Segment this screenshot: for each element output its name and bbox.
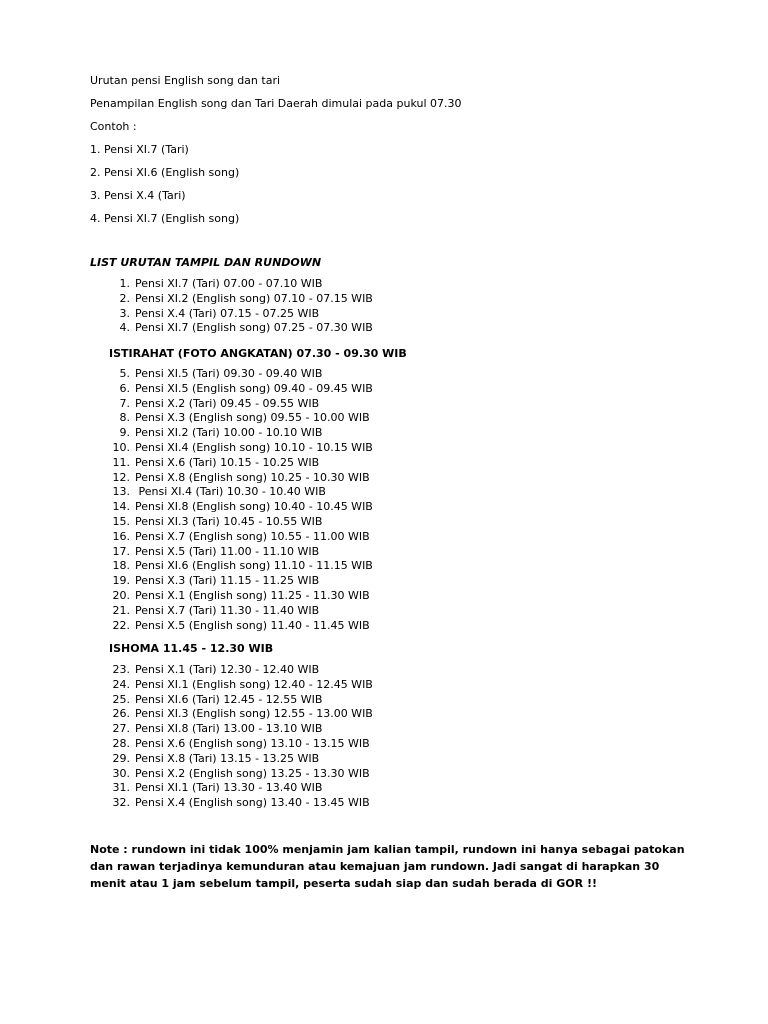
item-number: 3. (119, 306, 130, 320)
rundown-list-session-1 (108, 277, 373, 336)
rundown-item (108, 781, 373, 796)
item-number: 10. (112, 440, 130, 454)
item-number: 12. (112, 470, 130, 484)
item-text: Pensi XI.8 (English song) 10.40 - 10.45 WIB (135, 500, 373, 514)
item-text: Pensi X.8 (English song) 10.25 - 10.30 WIB (135, 470, 370, 484)
item-number: 25. (112, 692, 130, 706)
item-number: 26. (112, 707, 130, 721)
rundown-item (108, 292, 373, 307)
item-number: 9. (119, 426, 130, 440)
rundown-item (108, 530, 373, 545)
rundown-item (108, 367, 373, 382)
rundown-item (108, 767, 373, 782)
item-text: Pensi X.7 (Tari) 11.30 - 11.40 WIB (135, 603, 320, 617)
item-text: Pensi X.1 (Tari) 12.30 - 12.40 WIB (135, 663, 320, 676)
item-number: 7. (119, 396, 130, 410)
item-number: 14. (112, 500, 130, 514)
item-number: 5. (119, 367, 130, 380)
item-text: Pensi XI.2 (English song) 07.10 - 07.15 WIB (135, 291, 373, 305)
item-text: Pensi X.5 (English song) 11.40 - 11.45 WIB (135, 618, 370, 632)
rundown-item (108, 737, 373, 752)
note-paragraph: Note : rundown ini tidak 100% menjamin jam kalian tampil, rundown ini hanya sebagai patokan dan rawan terjadinya kemunduran atau kemajuan jam rundown. Jadi sangat di harapkan 30 menit atau 1 jam sebelum tampil, peserta sudah siap dan sudah berada di GOR !! (90, 843, 685, 890)
rundown-item (108, 515, 373, 530)
item-text: Pensi X.3 (Tari) 11.15 - 11.25 WIB (135, 574, 320, 588)
opening-paragraph: Penampilan English song dan Tari Daerah dimulai pada pukul 07.30 (90, 97, 462, 110)
item-text: Pensi X.7 (English song) 10.55 - 11.00 WIB (135, 529, 370, 543)
break-heading-ishoma: ISHOMA 11.45 - 12.30 WIB (109, 642, 274, 655)
example-item: 4. Pensi XI.7 (English song) (90, 212, 240, 225)
item-text: Pensi XI.4 (Tari) 10.30 - 10.40 WIB (135, 485, 326, 499)
item-number: 30. (112, 766, 130, 780)
rundown-item (108, 426, 373, 441)
example-label: Contoh : (90, 120, 137, 133)
item-text: Pensi XI.3 (English song) 12.55 - 13.00 WIB (135, 707, 373, 721)
rundown-item (108, 500, 373, 515)
item-number: 11. (112, 455, 130, 469)
item-number: 1. (119, 277, 130, 290)
item-text: Pensi X.6 (Tari) 10.15 - 10.25 WIB (135, 455, 320, 469)
item-number: 28. (112, 736, 130, 750)
item-text: Pensi XI.1 (English song) 12.40 - 12.45 WIB (135, 677, 373, 691)
item-number: 18. (112, 559, 130, 573)
item-text: Pensi XI.1 (Tari) 13.30 - 13.40 WIB (135, 781, 323, 795)
item-number: 31. (112, 781, 130, 795)
item-text: Pensi XI.6 (Tari) 12.45 - 12.55 WIB (135, 692, 323, 706)
item-text: Pensi XI.5 (English song) 09.40 - 09.45 WIB (135, 381, 373, 395)
rundown-item (108, 321, 373, 336)
rundown-item (108, 707, 373, 722)
item-text: Pensi X.8 (Tari) 13.15 - 13.25 WIB (135, 751, 320, 765)
item-text: Pensi XI.3 (Tari) 10.45 - 10.55 WIB (135, 514, 323, 528)
item-number: 21. (112, 603, 130, 617)
example-item: 1. Pensi XI.7 (Tari) (90, 143, 189, 156)
rundown-list-session-3 (108, 663, 373, 811)
item-number: 15. (112, 514, 130, 528)
item-text: Pensi XI.4 (English song) 10.10 - 10.15 WIB (135, 440, 373, 454)
item-text: Pensi XI.7 (Tari) 07.00 - 07.10 WIB (135, 277, 323, 290)
item-number: 17. (112, 544, 130, 558)
rundown-item (108, 693, 373, 708)
item-text: Pensi X.3 (English song) 09.55 - 10.00 WIB (135, 411, 370, 425)
rundown-item (108, 411, 373, 426)
example-item: 3. Pensi X.4 (Tari) (90, 189, 186, 202)
rundown-item (108, 619, 373, 634)
example-item: 2. Pensi XI.6 (English song) (90, 166, 240, 179)
rundown-item (108, 307, 373, 322)
item-text: Pensi X.2 (Tari) 09.45 - 09.55 WIB (135, 396, 320, 410)
item-text: Pensi X.5 (Tari) 11.00 - 11.10 WIB (135, 544, 320, 558)
item-number: 16. (112, 529, 130, 543)
item-text: Pensi X.2 (English song) 13.25 - 13.30 WIB (135, 766, 370, 780)
rundown-item (108, 604, 373, 619)
item-number: 19. (112, 574, 130, 588)
item-text: Pensi X.1 (English song) 11.25 - 11.30 WIB (135, 588, 370, 602)
item-text: Pensi X.4 (English song) 13.40 - 13.45 WIB (135, 796, 370, 810)
item-number: 29. (112, 751, 130, 765)
rundown-item (108, 441, 373, 456)
rundown-item (108, 277, 373, 292)
rundown-item (108, 722, 373, 737)
item-text: Pensi X.4 (Tari) 07.15 - 07.25 WIB (135, 306, 320, 320)
item-number: 27. (112, 722, 130, 736)
rundown-list-session-2 (108, 367, 373, 633)
rundown-item (108, 678, 373, 693)
item-text: Pensi XI.2 (Tari) 10.00 - 10.10 WIB (135, 426, 323, 440)
item-number: 22. (112, 618, 130, 632)
item-number: 2. (119, 291, 130, 305)
rundown-item (108, 471, 373, 486)
item-text: Pensi XI.5 (Tari) 09.30 - 09.40 WIB (135, 367, 323, 380)
item-number: 32. (112, 796, 130, 810)
break-heading-istirahat: ISTIRAHAT (FOTO ANGKATAN) 07.30 - 09.30 WIB (109, 347, 407, 360)
document-title: Urutan pensi English song dan tari (90, 74, 281, 87)
rundown-item (108, 456, 373, 471)
rundown-item (108, 574, 373, 589)
item-number: 8. (119, 411, 130, 425)
item-number: 13. (112, 485, 130, 499)
list-heading: LIST URUTAN TAMPIL DAN RUNDOWN (90, 256, 322, 269)
rundown-item (108, 485, 373, 500)
rundown-item (108, 663, 373, 678)
item-number: 20. (112, 588, 130, 602)
item-text: Pensi X.6 (English song) 13.10 - 13.15 WIB (135, 736, 370, 750)
item-number: 24. (112, 677, 130, 691)
item-text: Pensi XI.8 (Tari) 13.00 - 13.10 WIB (135, 722, 323, 736)
item-text: Pensi XI.7 (English song) 07.25 - 07.30 WIB (135, 321, 373, 335)
item-number: 4. (119, 321, 130, 335)
item-number: 6. (119, 381, 130, 395)
item-text: Pensi XI.6 (English song) 11.10 - 11.15 WIB (135, 559, 373, 573)
item-number: 23. (112, 663, 130, 676)
rundown-item (108, 589, 373, 604)
rundown-item (108, 382, 373, 397)
rundown-item (108, 559, 373, 574)
rundown-item (108, 545, 373, 560)
rundown-item (108, 796, 373, 811)
rundown-item (108, 752, 373, 767)
rundown-item (108, 397, 373, 412)
